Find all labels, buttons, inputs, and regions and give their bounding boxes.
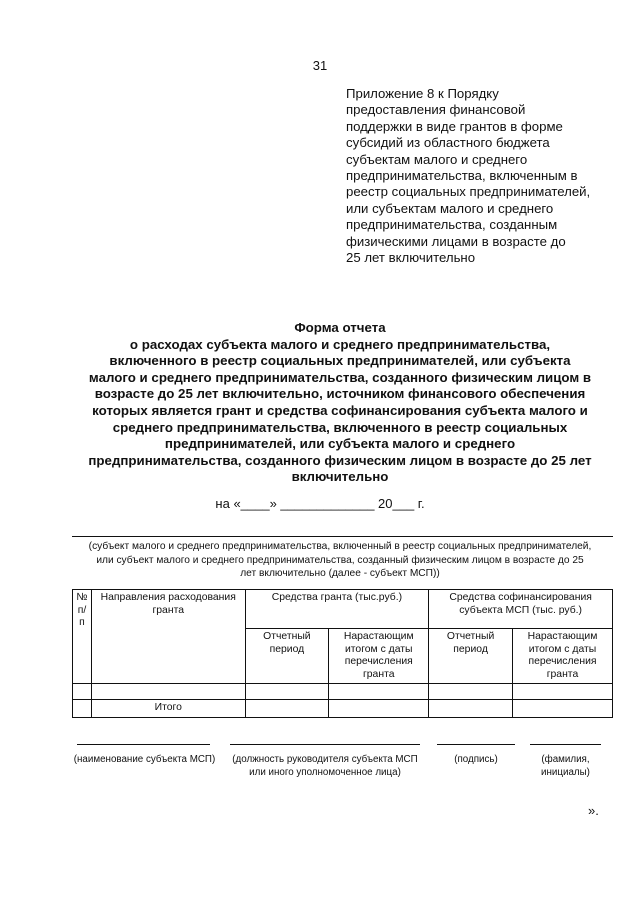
title-line: среднего предпринимательства, включенного в реестр социальных [112,419,568,435]
table-cell[interactable] [429,684,513,700]
caption-text: инициалы) [541,766,590,778]
appendix-line: или субъектам малого и среднего [346,200,554,216]
entity-name-caption [73,754,216,767]
header-number: № п/п [73,590,92,684]
table-cell[interactable] [329,700,429,718]
total-label: Итого [91,700,245,718]
surname-line [530,744,601,745]
table-cell[interactable] [512,700,612,718]
title-line: которых является грант и средства софинансирования субъекта малого и [92,402,588,418]
appendix-line: физическими лицами в возрасте до [346,233,566,249]
position-caption [220,754,430,779]
caption-text: (должность руководителя субъекта МСП [232,754,418,765]
appendix-line: предпринимательства, включенным в [346,168,578,184]
table-row [73,684,613,700]
title-line: малого и среднего предпринимательства, созданного физическим лицом в [88,369,592,385]
report-date-text: на «____» _____________ 20___ г. [215,496,425,511]
table-cell[interactable] [91,684,245,700]
caption-text: (наименование субъекта МСП) [73,754,216,765]
header-cofin-period: Отчетный период [429,629,513,684]
subject-name-line [72,536,613,537]
page-number: 31 [312,58,328,73]
header-cofin-cumulative: Нарастающим итогом с даты перечисления гранта [512,629,612,684]
subject-caption-line: (субъект малого и среднего предпринимательства, включенный в реестр социальных предпринимателей, [88,541,592,552]
subject-caption-line: или субъект малого и среднего предпринимательства, созданный физическим лицом в возрасте до 25 [96,554,584,566]
signature-caption [437,754,515,767]
table-cell[interactable] [512,684,612,700]
position-line [230,744,420,745]
title-line: включительно [291,469,389,485]
title-line: Форма отчета [294,320,386,335]
header-direction: Направления расходования гранта [91,590,245,684]
header-grant-period: Отчетный период [245,629,329,684]
table-cell[interactable] [73,684,92,700]
table-cell[interactable] [245,700,329,718]
table-cell[interactable] [429,700,513,718]
entity-name-line [77,744,210,745]
signature-block [0,744,640,794]
title-line: о расходах субъекта малого и среднего предпринимательства, [129,336,551,352]
table-cell[interactable] [245,684,329,700]
appendix-line: субъектам малого и среднего [346,151,528,167]
appendix-line: Приложение 8 к Порядку [346,86,499,101]
table-cell[interactable] [73,700,92,718]
caption-text: (подпись) [454,754,498,765]
closing-quote-mark: ». [588,803,599,818]
signature-line [437,744,515,745]
title-line: предпринимателей, или субъекта малого и среднего [164,436,516,452]
title-line: возрасте до 25 лет включительно, источником финансового обеспечения [94,386,586,402]
table-total-row [73,700,613,718]
caption-text: (фамилия, [541,754,590,765]
appendix-line: субсидий из областного бюджета [346,135,550,151]
header-grant-funds: Средства гранта (тыс.руб.) [245,590,429,629]
title-line: включенного в реестр социальных предпринимателей, или субъекта [109,353,571,369]
appendix-line: реестр социальных предпринимателей, [346,184,591,200]
header-grant-cumulative: Нарастающим итогом с даты перечисления гранта [329,629,429,684]
subject-caption [60,540,620,581]
appendix-line: поддержки в виде грантов в форме [346,118,563,134]
caption-text: или иного уполномоченное лица) [249,766,401,778]
header-cofinancing: Средства софинансирования субъекта МСП (тыс. руб.) [429,590,613,629]
surname-caption [530,754,601,779]
form-title [60,320,620,486]
subject-caption-line: лет включительно (далее - субъект МСП)) [240,568,440,580]
appendix-line: 25 лет включительно [346,250,476,266]
appendix-line: предпринимательства, созданным [346,217,558,233]
report-date [0,496,640,511]
table-cell[interactable] [329,684,429,700]
appendix-reference [346,86,616,266]
table-header-row [73,590,613,629]
report-table [72,589,613,718]
title-line: предпринимательства, созданного физическим лицом в возрасте до 25 лет [88,452,592,468]
appendix-line: предоставления финансовой [346,102,526,118]
